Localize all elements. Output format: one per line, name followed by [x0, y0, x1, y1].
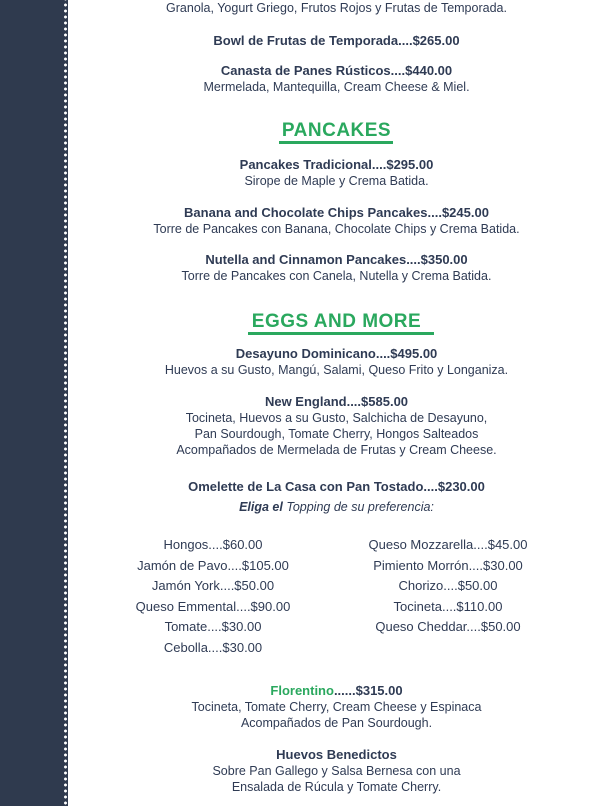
toppings-left-column — [113, 535, 313, 658]
item-description: Mermelada, Mantequilla, Cream Cheese & Miel. — [203, 80, 470, 94]
item-name: Pancakes Tradicional — [239, 157, 372, 172]
item-description: Ensalada de Rúcula y Tomate Cherry. — [231, 780, 442, 794]
topping-item: Queso Cheddar....$50.00 — [375, 619, 521, 634]
item-name: Bowl de Frutas de Temporada — [213, 33, 399, 48]
item-description: Tocineta, Huevos a su Gusto, Salchicha de Desayuno, — [185, 411, 488, 425]
menu-item-desayuno-dominicano — [68, 345, 605, 362]
menu-item-florentino — [68, 682, 605, 699]
item-price: $440.00 — [405, 63, 453, 78]
topping-note — [68, 499, 605, 515]
item-description: Acompañados de Mermelada de Frutas y Cream Cheese. — [176, 443, 497, 457]
price-separator: .... — [346, 394, 362, 409]
item-name: Canasta de Panes Rústicos — [220, 63, 391, 78]
item-description: Pan Sourdough, Tomate Cherry, Hongos Salteados — [194, 427, 479, 441]
item-price: $495.00 — [390, 346, 438, 361]
item-price: $350.00 — [420, 252, 468, 267]
item-price: $315.00 — [355, 683, 403, 698]
item-name: Huevos Benedictos — [276, 747, 397, 762]
topping-item: Queso Mozzarella....$45.00 — [368, 537, 528, 552]
item-price: $265.00 — [412, 33, 460, 48]
topping-item: Jamón York....$50.00 — [151, 578, 275, 593]
sidebar-band — [0, 0, 68, 806]
topping-item: Tomate....$30.00 — [164, 619, 262, 634]
menu-item-banana-pancakes — [68, 204, 605, 221]
menu-item-bowl — [68, 32, 605, 49]
item-name: Florentino — [270, 683, 334, 698]
item-name: Omelette de La Casa con Pan Tostado — [188, 479, 424, 494]
price-separator: .... — [398, 33, 413, 48]
item-price: $295.00 — [386, 157, 434, 172]
item-name: New England — [264, 394, 347, 409]
item-price: $245.00 — [441, 205, 489, 220]
price-separator: .... — [406, 252, 421, 267]
price-separator: .... — [427, 205, 442, 220]
topping-note-rest: Topping de su preferencia: — [282, 500, 434, 514]
price-separator: .... — [423, 479, 438, 494]
item-description: Tocineta, Tomate Cherry, Cream Cheese y Espinaca — [191, 700, 482, 714]
item-name: Banana and Chocolate Chips Pancakes — [184, 205, 428, 220]
menu-content — [68, 0, 605, 806]
topping-item: Chorizo....$50.00 — [398, 578, 498, 593]
menu-item-omelette — [68, 478, 605, 495]
toppings-right-column — [340, 535, 556, 638]
topping-note-bold: Eliga el — [239, 500, 283, 514]
menu-item-nutella-pancakes — [68, 251, 605, 268]
price-separator: .... — [375, 346, 391, 361]
item-name: Nutella and Cinnamon Pancakes — [205, 252, 407, 267]
price-separator: ...... — [333, 683, 356, 698]
menu-item-huevos-benedictos — [68, 746, 605, 763]
item-description: Sobre Pan Gallego y Salsa Bernesa con una — [212, 764, 461, 778]
topping-item: Tocineta....$110.00 — [393, 598, 503, 614]
item-price: $585.00 — [361, 394, 409, 409]
item-name: Desayuno Dominicano — [235, 346, 376, 361]
item-price: $230.00 — [437, 479, 485, 494]
topping-item: Queso Emmental....$90.00 — [135, 598, 291, 614]
menu-item-new-england — [68, 393, 605, 410]
price-separator: .... — [371, 157, 387, 172]
section-title-eggs: EGGS AND MORE — [251, 311, 422, 332]
item-description: Acompañados de Pan Sourdough. — [240, 716, 433, 730]
item-description: Torre de Pancakes con Canela, Nutella y Crema Batida. — [181, 269, 492, 283]
menu-item-pancakes-tradicional — [68, 156, 605, 173]
topping-item: Cebolla....$30.00 — [163, 639, 263, 655]
topping-item: Pimiento Morrón....$30.00 — [373, 557, 523, 573]
section-title-pancakes: PANCAKES — [281, 120, 392, 141]
item-description: Sirope de Maple y Crema Batida. — [244, 174, 429, 188]
topping-item: Jamón de Pavo....$105.00 — [137, 557, 289, 573]
price-separator: .... — [390, 63, 406, 78]
section-underline — [279, 141, 393, 144]
item-description: Huevos a su Gusto, Mangú, Salami, Queso Frito y Longaniza. — [164, 363, 509, 377]
item-description: Granola, Yogurt Griego, Frutos Rojos y Frutas de Temporada. — [166, 1, 507, 15]
item-description: Torre de Pancakes con Banana, Chocolate Chips y Crema Batida. — [153, 222, 520, 236]
menu-item-canasta — [68, 62, 605, 79]
section-underline — [248, 332, 434, 335]
topping-item: Hongos....$60.00 — [163, 537, 263, 552]
